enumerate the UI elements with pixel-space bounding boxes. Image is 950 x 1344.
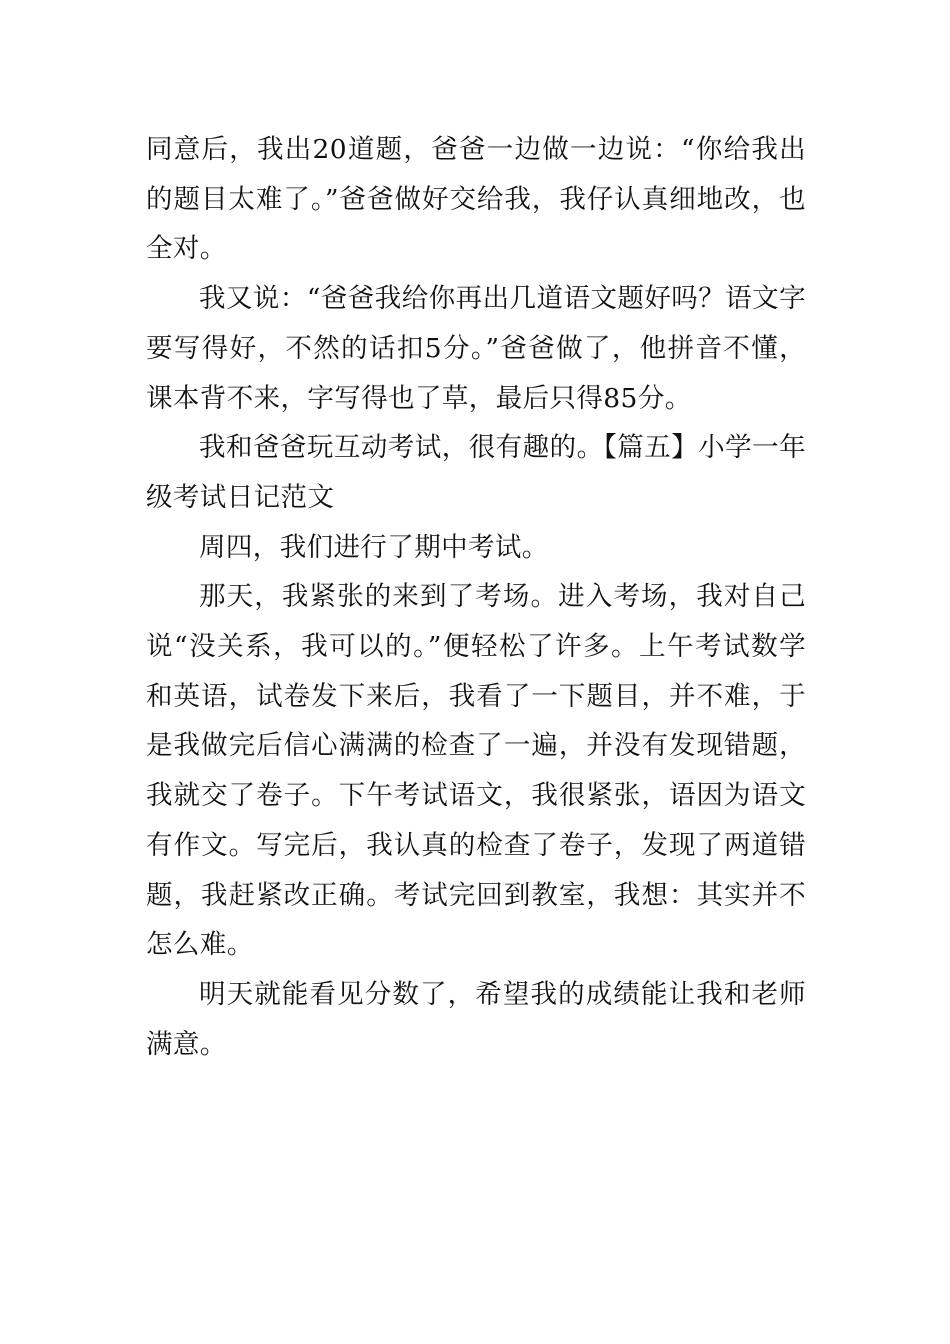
paragraph: 我又说：“爸爸我给你再出几道语文题好吗？语文字要写得好，不然的话扣5分。”爸爸做了，他拼音不懂，课本背不来，字写得也了草，最后只得85分。 bbox=[146, 283, 806, 414]
document-body bbox=[146, 125, 806, 1069]
paragraph: 明天就能看见分数了，希望我的成绩能让我和老师满意。 bbox=[146, 978, 806, 1060]
paragraph: 我和爸爸玩互动考试，很有趣的。【篇五】小学一年级考试日记范文 bbox=[146, 432, 806, 513]
paragraph: 周四，我们进行了期中考试。 bbox=[199, 531, 549, 563]
paragraph: 那天，我紧张的来到了考场。进入考场，我对自己说“没关系，我可以的。”便轻松了许多。上午考试数学和英语，试卷发下来后，我看了一下题目，并不难，于是我做完后信心满满的检查了一遍，并没有发现错题，我就交了卷子。下午考试语文，我很紧张，语因为语文有作文。写完后，我认真的检查了卷子，发现了两道错题，我赶紧改正确。考试完回到教室，我想：其实并不怎么难。 bbox=[146, 581, 806, 961]
paragraph: 同意后，我出20道题，爸爸一边做一边说：“你给我出的题目太难了。”爸爸做好交给我，我仔认真细地改，也全对。 bbox=[146, 134, 806, 265]
